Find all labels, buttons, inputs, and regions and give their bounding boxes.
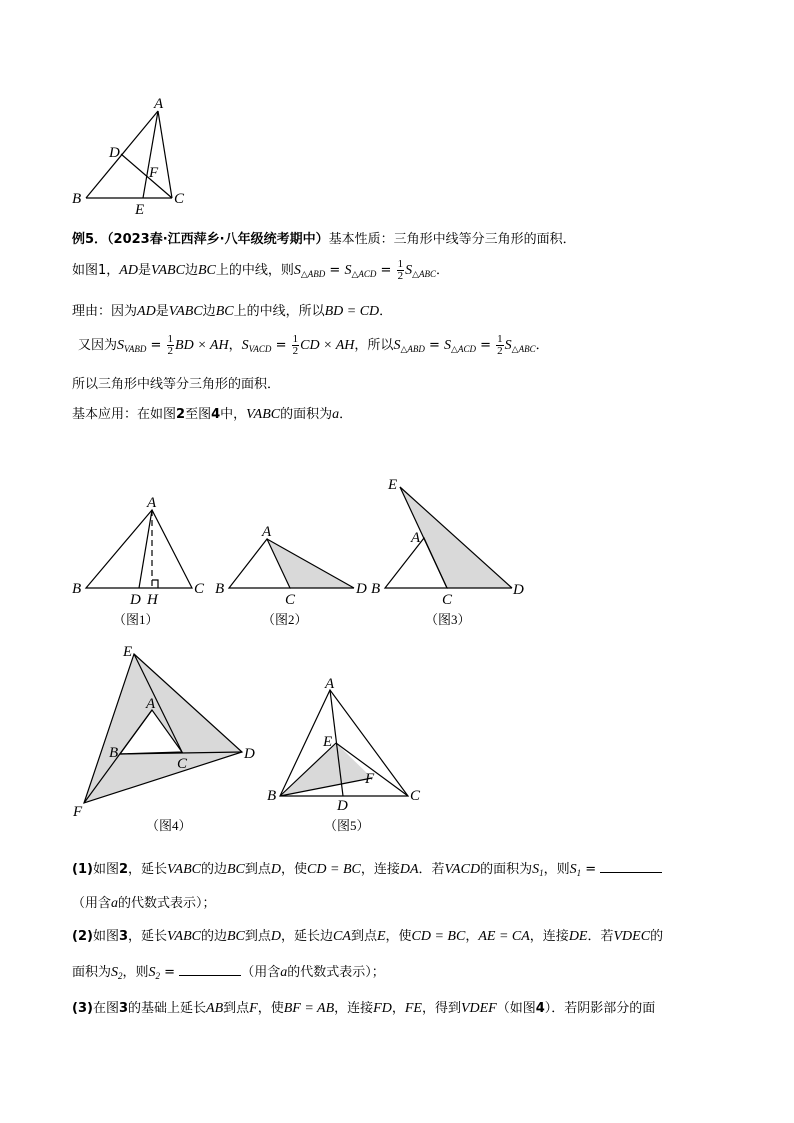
label-f: F — [149, 165, 159, 181]
fig4-caption: （图4） — [146, 818, 192, 833]
fig1-label-d: D — [130, 592, 141, 608]
line-application: 基本应用：在如图2至图4中，VABC的面积为a． — [72, 407, 353, 422]
fig2-label-c: C — [285, 592, 296, 608]
fig5-label-a: A — [325, 676, 335, 692]
fig4-label-f: F — [73, 804, 83, 820]
fig5-shaded-ebf — [280, 743, 372, 796]
question-1-line-1: (1)如图2，延长VABC的边BC到点D，使CD = BC，连接DA．若VACD的面积为$S_1$，则$S_1$ = — [72, 858, 662, 878]
fig3-label-b: B — [371, 581, 381, 597]
label-e: E — [135, 202, 145, 218]
fig4-label-c: C — [177, 756, 188, 772]
fig5-label-f: F — [365, 771, 375, 787]
question-2-line-2: 面积为$S_2$，则$S_2$ = （用含a的代数式表示）； — [72, 965, 385, 981]
fig5-label-b: B — [267, 788, 277, 804]
label-a: A — [154, 96, 164, 112]
line-area-formula: 又因为$S_{VABD}$ = $\frac{1}{2}$ BD × AH，$S_{VACD}$ = $\frac{1}{2}$ CD × AH，所以$S_{\triangle ABD} = S_{\triangle ACD}$ = $\frac{1}{2}$ $S_{\triangle ABC}$． — [78, 333, 549, 357]
example-header: 例5．（2023春·江西萍乡·八年级统考期中）基本性质：三角形中线等分三角形的面积． — [72, 232, 576, 247]
question-2-line-1: (2)如图3，延长VABC的边BC到点D，延长边CA到点E，使CD = BC，AE = CA，连接DE．若VDEC的 — [72, 929, 664, 944]
fig2-caption: （图2） — [262, 612, 308, 627]
fig5-label-e: E — [323, 734, 333, 750]
fig2-label-a: A — [262, 524, 272, 540]
label-c: C — [174, 191, 185, 207]
fig4-label-a: A — [146, 696, 156, 712]
answer-blank-1[interactable] — [600, 860, 662, 873]
fig4-shaded-region — [84, 654, 242, 803]
label-d: D — [109, 145, 120, 161]
fig3-label-c: C — [442, 592, 453, 608]
fig1-label-c: C — [194, 581, 205, 597]
fig5-label-c: C — [410, 788, 421, 804]
fig4-label-b: B — [109, 745, 119, 761]
fig1-label-a: A — [147, 495, 157, 511]
answer-blank-2[interactable] — [179, 963, 241, 976]
fig4-label-e: E — [123, 644, 133, 660]
fig5-caption: （图5） — [324, 818, 370, 833]
fig2-label-b: B — [215, 581, 225, 597]
fig4-label-d: D — [244, 746, 255, 762]
question-3-line-1: (3)在图3的基础上延长AB到点F，使BF = AB，连接FD，FE，得到VDEF（如图4）．若阴影部分的面 — [72, 1001, 656, 1016]
fig3-label-a: A — [411, 530, 421, 546]
line-definition: 如图1，AD是VABC边BC上的中线，则$S_{\triangle ABD} = S_{\triangle ACD}$ = $\frac{1}{2}$ $S_{\triangle ABC}$． — [72, 258, 450, 282]
line-reason: 理由：因为AD是VABC边BC上的中线，所以BD = CD． — [72, 304, 393, 319]
fig1-label-h: H — [147, 592, 158, 608]
fig3-caption: （图3） — [425, 612, 471, 627]
label-b: B — [72, 191, 82, 207]
fig1-label-b: B — [72, 581, 82, 597]
fig5-label-d: D — [337, 798, 348, 814]
figure-5 — [280, 690, 408, 796]
question-1-line-2: （用含a的代数式表示）； — [72, 896, 216, 911]
figure-4 — [84, 654, 242, 803]
line-conclusion: 所以三角形中线等分三角形的面积． — [72, 377, 281, 392]
fig2-label-d: D — [356, 581, 367, 597]
fig3-label-e: E — [388, 477, 398, 493]
fig3-label-d: D — [513, 582, 524, 598]
fig1-caption: （图1） — [113, 612, 159, 627]
